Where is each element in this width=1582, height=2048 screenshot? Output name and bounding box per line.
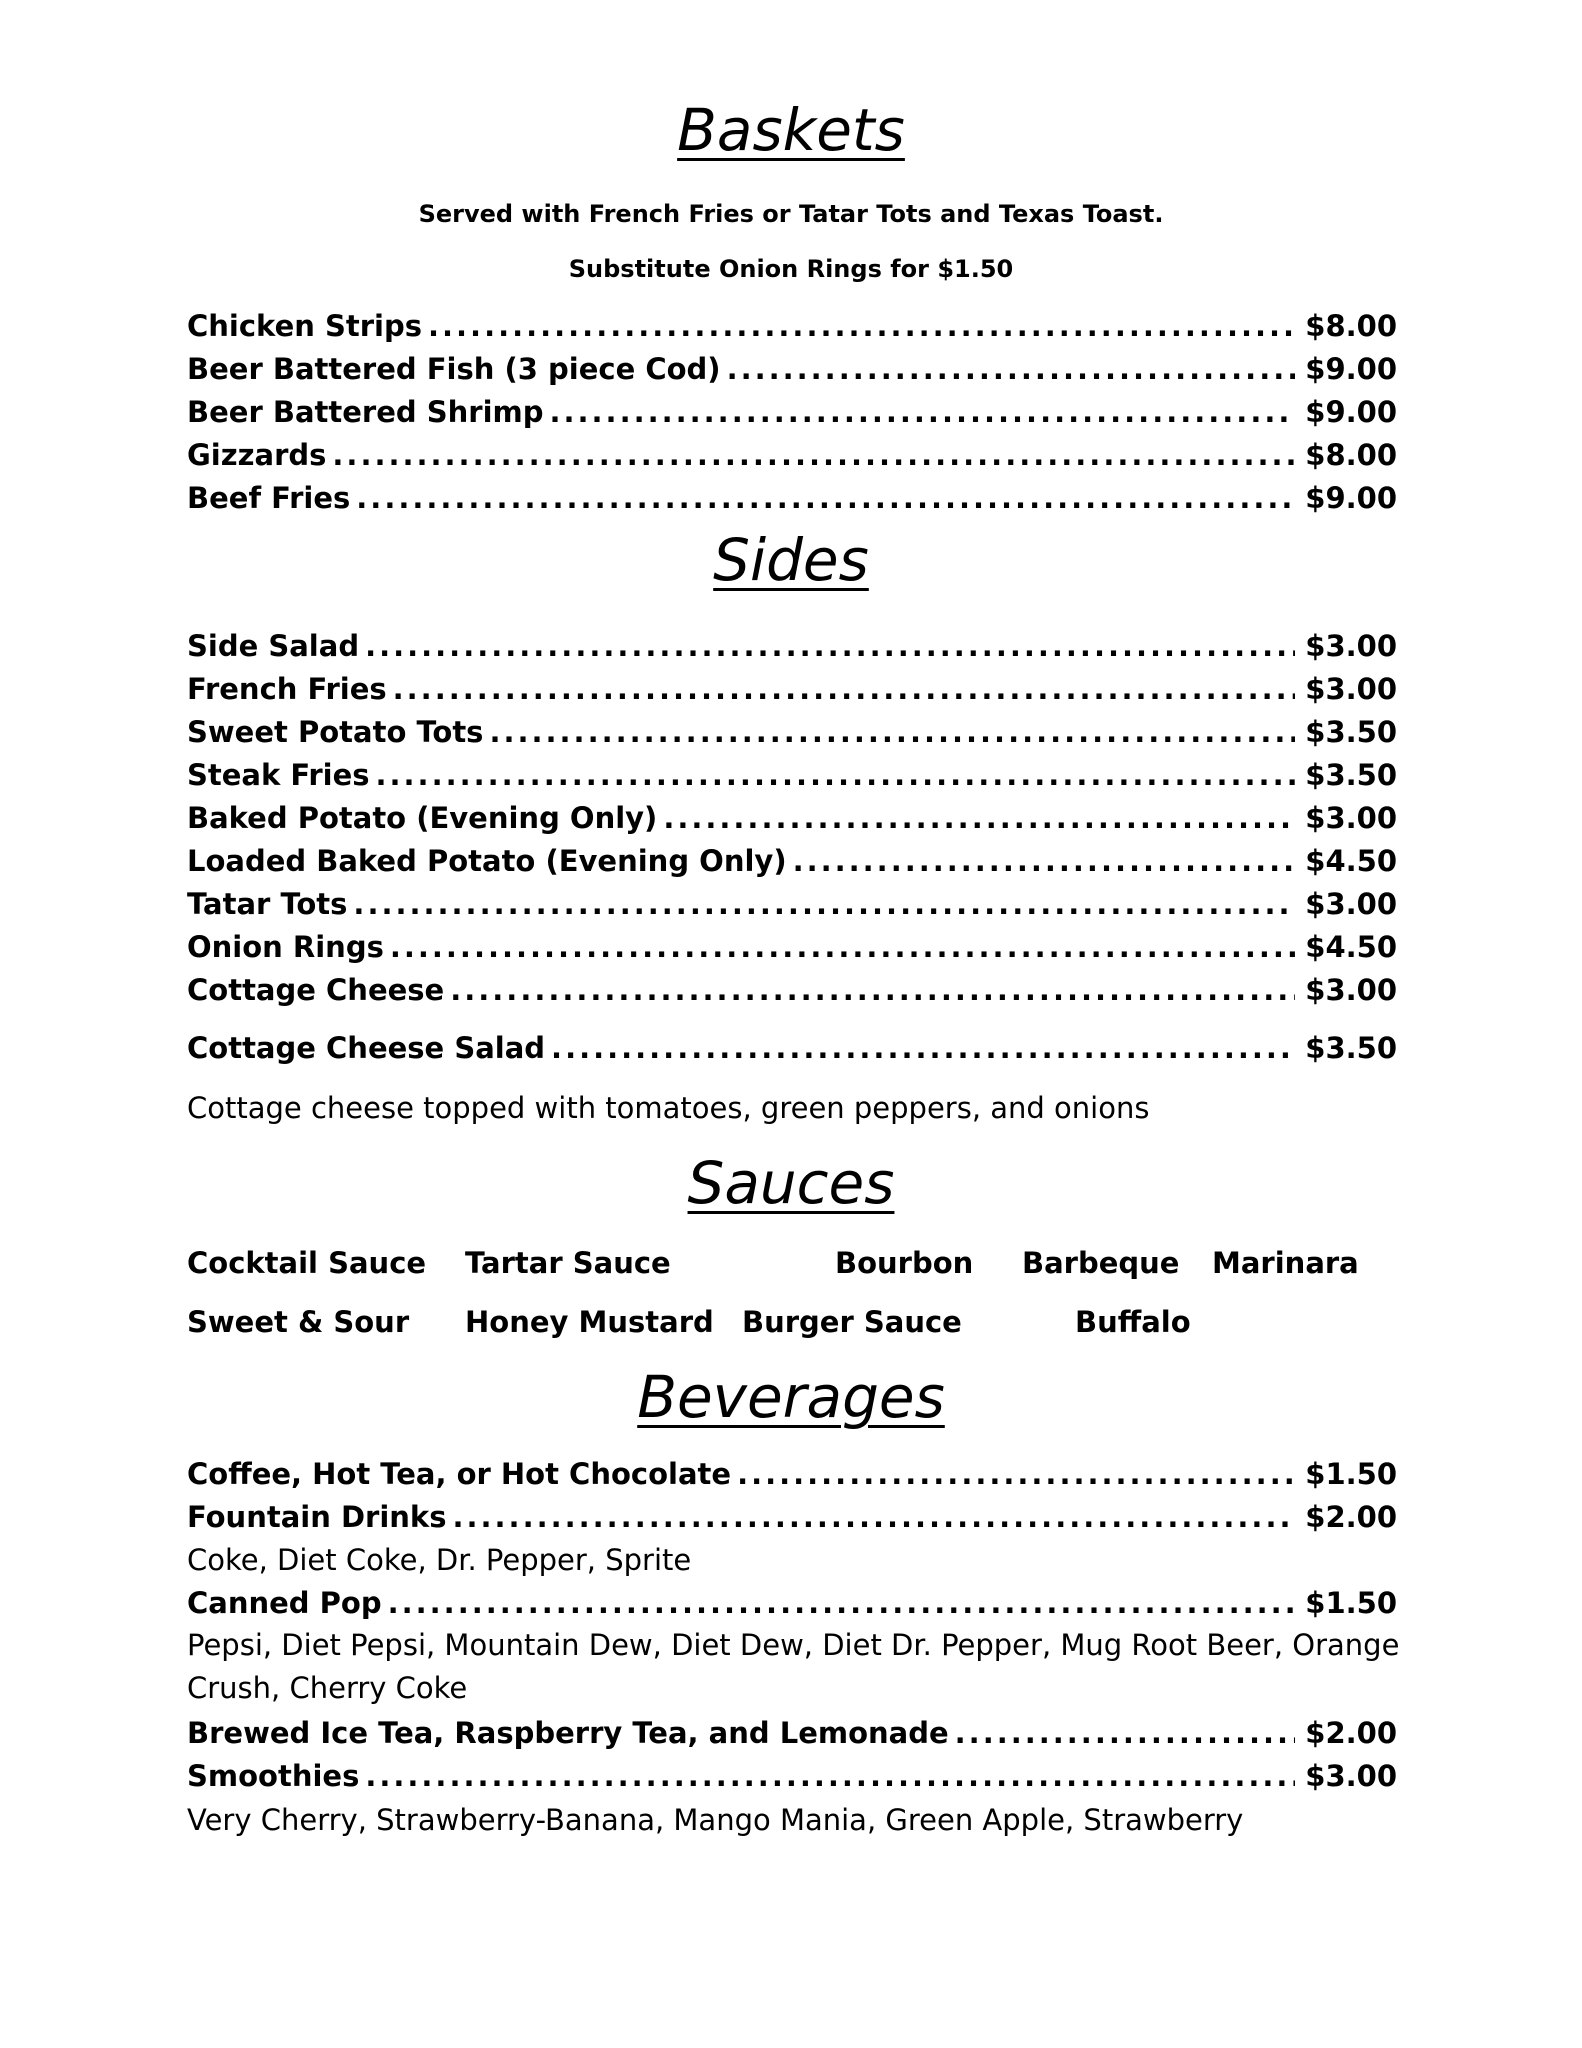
item-price: $3.00 [1305, 973, 1397, 1007]
item-price: $4.50 [1305, 930, 1397, 964]
item-price: $3.00 [1305, 672, 1397, 706]
dot-leader [955, 1713, 1296, 1753]
item-name: Sweet Potato Tots [187, 715, 484, 749]
dot-leader [793, 841, 1296, 881]
item-price: $2.00 [1305, 1500, 1397, 1534]
sauce-item: Tartar Sauce [465, 1246, 671, 1280]
menu-item [187, 841, 1397, 881]
item-price: $1.50 [1305, 1586, 1397, 1620]
menu-item [187, 712, 1397, 752]
menu-item [187, 669, 1397, 709]
dot-leader [428, 306, 1295, 346]
dot-leader [452, 1497, 1295, 1537]
item-price: $9.00 [1305, 395, 1397, 429]
item-name: Onion Rings [187, 930, 384, 964]
item-price: $3.50 [1305, 1031, 1397, 1065]
item-name: Beer Battered Shrimp [187, 395, 544, 429]
item-name: Side Salad [187, 629, 360, 663]
dot-leader [356, 478, 1295, 518]
menu-item [187, 626, 1397, 666]
menu-item [187, 1583, 1397, 1623]
item-price: $3.00 [1305, 1759, 1397, 1793]
item-name: French Fries [187, 672, 387, 706]
sauce-item: Buffalo [1075, 1305, 1191, 1339]
item-price: $3.00 [1305, 629, 1397, 663]
menu-item [187, 306, 1397, 346]
dot-leader [353, 884, 1295, 924]
item-name: Cottage Cheese [187, 973, 445, 1007]
item-price: $3.00 [1305, 801, 1397, 835]
sauces-heading: Sauces [687, 1149, 895, 1217]
sauce-item: Barbeque [1022, 1246, 1180, 1280]
dot-leader [663, 798, 1295, 838]
menu-item [187, 884, 1397, 924]
beverages-heading: Beverages [637, 1363, 945, 1431]
dot-leader [365, 626, 1295, 666]
item-name: Beer Battered Fish (3 piece Cod) [187, 352, 721, 386]
item-name: Tatar Tots [187, 887, 348, 921]
item-price: $3.50 [1305, 715, 1397, 749]
item-price: $3.50 [1305, 758, 1397, 792]
item-name: Canned Pop [187, 1586, 382, 1620]
dot-leader [450, 970, 1295, 1010]
item-name: Chicken Strips [187, 309, 422, 343]
menu-item [187, 435, 1397, 475]
dot-leader [549, 392, 1295, 432]
dot-leader [737, 1454, 1295, 1494]
sauce-item: Burger Sauce [742, 1305, 962, 1339]
dot-leader [551, 1028, 1295, 1068]
baskets-note-sides: Served with French Fries or Tatar Tots and Texas Toast. [418, 200, 1164, 228]
item-name: Cottage Cheese Salad [187, 1031, 546, 1065]
item-name: Baked Potato (Evening Only) [187, 801, 658, 835]
sauce-item: Bourbon [835, 1246, 974, 1280]
dot-leader [376, 755, 1296, 795]
item-price: $4.50 [1305, 844, 1397, 878]
menu-item [187, 1028, 1397, 1068]
menu-item [187, 927, 1397, 967]
item-description: Cottage cheese topped with tomatoes, green peppers, and onions [187, 1091, 1150, 1125]
item-name: Beef Fries [187, 481, 351, 515]
item-name: Smoothies [187, 1759, 360, 1793]
item-name: Loaded Baked Potato (Evening Only) [187, 844, 787, 878]
sauce-item: Cocktail Sauce [187, 1246, 427, 1280]
menu-item [187, 1497, 1397, 1537]
menu-item [187, 478, 1397, 518]
item-description: Pepsi, Diet Pepsi, Mountain Dew, Diet Dew, Diet Dr. Pepper, Mug Root Beer, Orange Crush, Cherry Coke [187, 1628, 1400, 1705]
item-price: $9.00 [1305, 352, 1397, 386]
dot-leader [393, 669, 1296, 709]
menu-item [187, 798, 1397, 838]
item-name: Steak Fries [187, 758, 370, 792]
dot-leader [727, 349, 1296, 389]
item-price: $2.00 [1305, 1716, 1397, 1750]
sauce-item: Sweet & Sour [187, 1305, 410, 1339]
dot-leader [489, 712, 1295, 752]
item-name: Fountain Drinks [187, 1500, 447, 1534]
menu-item [187, 1713, 1397, 1753]
item-description: Very Cherry, Strawberry-Banana, Mango Mania, Green Apple, Strawberry [187, 1803, 1244, 1837]
item-price: $8.00 [1305, 309, 1397, 343]
item-description: Coke, Diet Coke, Dr. Pepper, Sprite [187, 1543, 692, 1577]
dot-leader [388, 1583, 1296, 1623]
menu-item [187, 1756, 1397, 1796]
item-price: $8.00 [1305, 438, 1397, 472]
item-name: Coffee, Hot Tea, or Hot Chocolate [187, 1457, 732, 1491]
item-price: $1.50 [1305, 1457, 1397, 1491]
sauce-item: Marinara [1212, 1246, 1359, 1280]
dot-leader [332, 435, 1295, 475]
dot-leader [390, 927, 1295, 967]
dot-leader [365, 1756, 1295, 1796]
item-price: $9.00 [1305, 481, 1397, 515]
item-price: $3.00 [1305, 887, 1397, 921]
sides-heading: Sides [713, 526, 869, 594]
menu-item [187, 1454, 1397, 1494]
item-name: Brewed Ice Tea, Raspberry Tea, and Lemonade [187, 1716, 949, 1750]
menu-item [187, 970, 1397, 1010]
baskets-note-substitute: Substitute Onion Rings for $1.50 [568, 255, 1014, 283]
menu-item [187, 349, 1397, 389]
baskets-heading: Baskets [677, 96, 905, 164]
menu-item [187, 392, 1397, 432]
item-name: Gizzards [187, 438, 327, 472]
sauce-item: Honey Mustard [465, 1305, 714, 1339]
menu-item [187, 755, 1397, 795]
